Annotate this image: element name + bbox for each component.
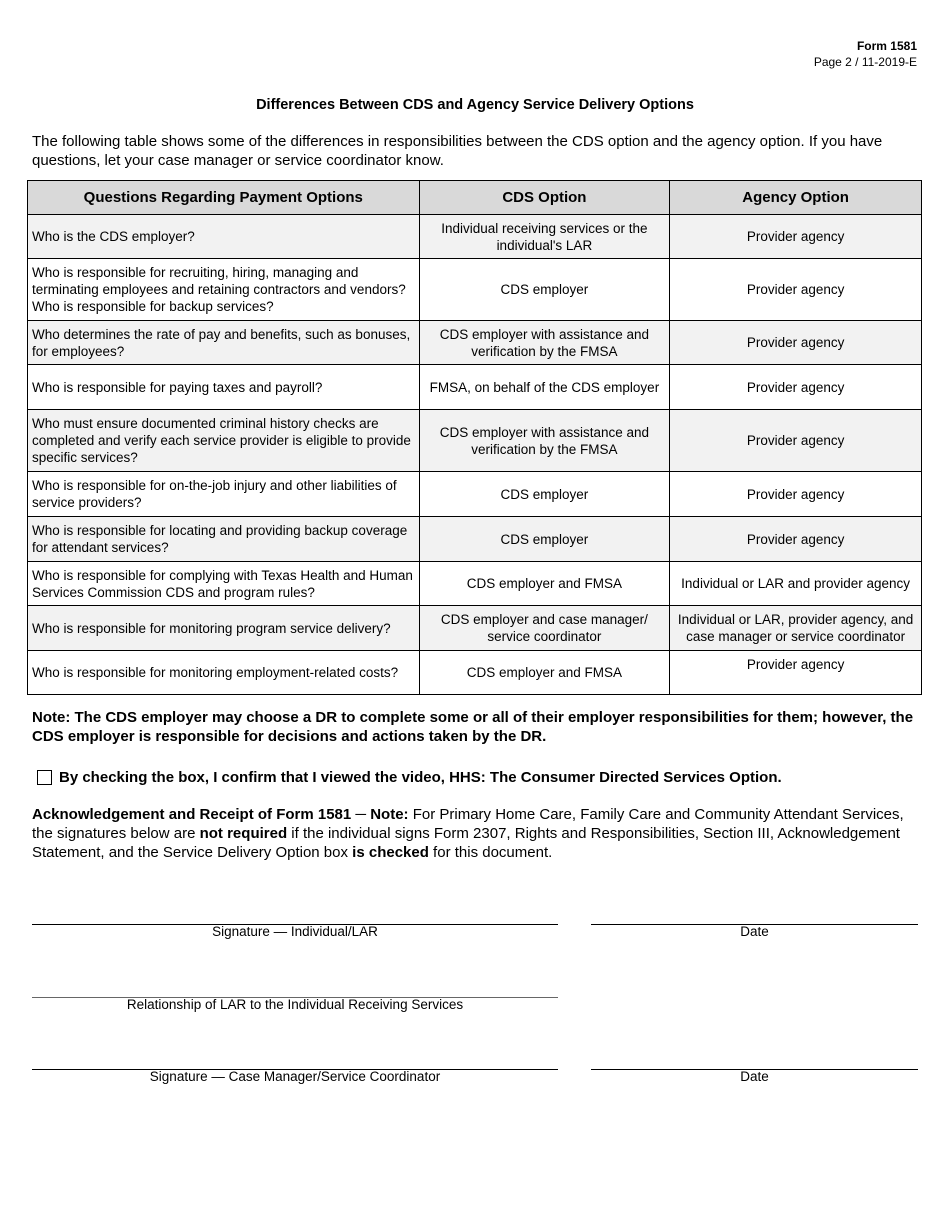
ack-text-1: For Primary Home Care, Family Care and Community Attendant Services, the signatures below are xyxy=(32,806,904,842)
intro-paragraph: The following table shows some of the differences in responsibilities between the CDS option and the agency option. If you have questions, let your case manager or service coordinator know. xyxy=(32,133,883,169)
relationship-caption: Relationship of LAR to the Individual Receiving Services xyxy=(126,997,464,1012)
form-number: Form 1581 xyxy=(856,39,917,53)
date-caption-2: Date xyxy=(740,1069,769,1084)
options-table xyxy=(27,180,922,695)
agency-cell: Provider agency xyxy=(670,517,922,562)
table-row xyxy=(28,259,922,321)
video-confirmation-checkbox[interactable] xyxy=(37,770,52,785)
cds-cell: CDS employer with assistance and verification by the FMSA xyxy=(419,321,670,365)
page-title: Differences Between CDS and Agency Service Delivery Options xyxy=(256,97,694,113)
cds-cell: CDS employer xyxy=(419,259,670,321)
agency-cell: Provider agency xyxy=(670,259,922,321)
agency-cell: Provider agency xyxy=(670,651,922,695)
cds-cell: CDS employer xyxy=(419,472,670,517)
cds-cell: FMSA, on behalf of the CDS employer xyxy=(419,365,670,410)
table-row xyxy=(28,562,922,606)
question-cell: Who determines the rate of pay and benefits, such as bonuses, for employees? xyxy=(28,321,420,365)
table-row xyxy=(28,517,922,562)
table-header-row xyxy=(28,181,922,215)
agency-cell: Individual or LAR and provider agency xyxy=(670,562,922,606)
agency-cell: Provider agency xyxy=(670,472,922,517)
table-row xyxy=(28,472,922,517)
question-cell: Who is responsible for paying taxes and payroll? xyxy=(28,365,420,410)
agency-cell: Individual or LAR, provider agency, and case manager or service coordinator xyxy=(670,606,922,651)
ack-text-3: for this document. xyxy=(428,844,553,861)
cds-cell: CDS employer with assistance and verification by the FMSA xyxy=(419,410,670,472)
video-confirmation-label: By checking the box, I confirm that I viewed the video, HHS: The Consumer Directed Services Option. xyxy=(59,769,782,786)
agency-cell: Provider agency xyxy=(670,321,922,365)
question-cell: Who is responsible for monitoring employment-related costs? xyxy=(28,651,420,695)
cds-cell: CDS employer and case manager/ service coordinator xyxy=(419,606,670,651)
form-header xyxy=(814,38,917,70)
question-cell: Who must ensure documented criminal history checks are completed and verify each service provider is eligible to provide specific services? xyxy=(28,410,420,472)
video-confirmation xyxy=(37,768,782,787)
question-cell: Who is responsible for on-the-job injury and other liabilities of service providers? xyxy=(28,472,420,517)
table-row xyxy=(28,410,922,472)
cds-cell: CDS employer and FMSA xyxy=(419,562,670,606)
cds-cell: Individual receiving services or the individual's LAR xyxy=(419,215,670,259)
question-cell: Who is responsible for complying with Texas Health and Human Services Commission CDS and program rules? xyxy=(28,562,420,606)
acknowledgement-paragraph xyxy=(32,805,920,862)
table-row xyxy=(28,365,922,410)
signature-caption-case-manager: Signature — Case Manager/Service Coordinator xyxy=(149,1069,441,1084)
date-caption-1: Date xyxy=(740,924,769,939)
cds-cell: CDS employer xyxy=(419,517,670,562)
agency-cell: Provider agency xyxy=(670,410,922,472)
column-header-questions: Questions Regarding Payment Options xyxy=(28,181,420,215)
question-cell: Who is responsible for recruiting, hiring, managing and terminating employees and retaining contractors and vendors? Who is responsible for backup services? xyxy=(28,259,420,321)
column-header-cds: CDS Option xyxy=(419,181,670,215)
agency-cell: Provider agency xyxy=(670,215,922,259)
table-row xyxy=(28,651,922,695)
ack-text-2: if the individual signs Form 2307, Rights and Responsibilities, Section III, Acknowledgement Statement, and the Service Delivery Option box xyxy=(32,825,900,861)
signature-caption-individual: Signature — Individual/LAR xyxy=(212,924,378,939)
column-header-agency: Agency Option xyxy=(670,181,922,215)
ack-is-checked: is checked xyxy=(352,844,429,861)
agency-cell: Provider agency xyxy=(670,365,922,410)
question-cell: Who is the CDS employer? xyxy=(28,215,420,259)
question-cell: Who is responsible for locating and providing backup coverage for attendant services? xyxy=(28,517,420,562)
cds-cell: CDS employer and FMSA xyxy=(419,651,670,695)
ack-lead: Acknowledgement and Receipt of Form 1581 ─ Note: xyxy=(32,806,409,823)
page-info: Page 2 / 11-2019-E xyxy=(813,55,917,69)
table-row xyxy=(28,215,922,259)
ack-not-required: not required xyxy=(199,825,288,842)
question-cell: Who is responsible for monitoring program service delivery? xyxy=(28,606,420,651)
dr-note: Note: The CDS employer may choose a DR to complete some or all of their employer responsibilities for them; however, the CDS employer is responsible for decisions and actions taken by the DR. xyxy=(32,709,914,745)
table-row xyxy=(28,606,922,651)
table-row xyxy=(28,321,922,365)
